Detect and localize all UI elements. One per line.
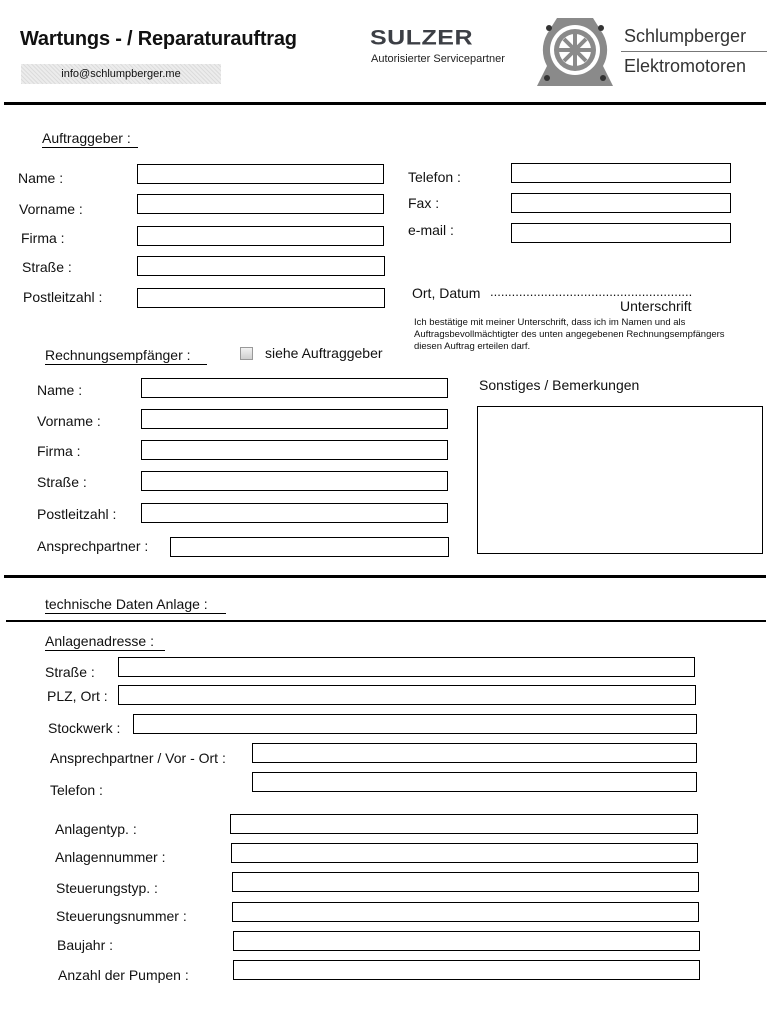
auftraggeber-strasse-label: Straße : xyxy=(22,259,72,275)
anlagentyp-label: Anlagentyp. : xyxy=(55,821,137,837)
form-title: Wartungs - / Reparaturauftrag xyxy=(20,28,297,50)
anlage-heading: Anlagenadresse : xyxy=(45,633,165,651)
fax-label: Fax : xyxy=(408,195,440,211)
anlagennummer-label: Anlagennummer : xyxy=(55,849,166,865)
ort-datum-label: Ort, Datum xyxy=(412,285,481,301)
auftraggeber-name-label: Name : xyxy=(18,170,64,186)
section-rule-1 xyxy=(4,575,766,578)
anlage-ansprech-field[interactable] xyxy=(252,743,697,763)
section-rule-2 xyxy=(6,620,766,622)
anlage-strasse-field[interactable] xyxy=(118,657,695,677)
auftraggeber-name-field[interactable] xyxy=(137,164,384,184)
remarks-field[interactable] xyxy=(477,406,763,554)
anlage-telefon-label: Telefon : xyxy=(50,782,103,798)
company-divider xyxy=(621,51,767,52)
steuerungstyp-label: Steuerungstyp. : xyxy=(56,880,158,896)
signature-note-line1: Ich bestätige mit meiner Unterschrift, dass ich im Namen und als xyxy=(414,317,686,328)
motor-logo-icon xyxy=(533,10,618,90)
rechnung-strasse-field[interactable] xyxy=(141,471,448,491)
anlage-strasse-label: Straße : xyxy=(45,664,95,680)
email-field[interactable] xyxy=(511,223,731,243)
siehe-auftraggeber-checkbox[interactable] xyxy=(240,347,253,360)
partner-text: Autorisierter Servicepartner xyxy=(371,53,505,65)
auftraggeber-vorname-field[interactable] xyxy=(137,194,384,214)
auftraggeber-strasse-field[interactable] xyxy=(137,256,385,276)
email-badge[interactable]: info@schlumpberger.me xyxy=(21,64,221,84)
anlagentyp-field[interactable] xyxy=(230,814,698,834)
sulzer-logo: SULZER xyxy=(370,26,473,50)
baujahr-field[interactable] xyxy=(233,931,700,951)
anlage-plz-ort-label: PLZ, Ort : xyxy=(47,688,108,704)
steuerungsnummer-field[interactable] xyxy=(232,902,699,922)
unterschrift-label: Unterschrift xyxy=(620,298,692,314)
rechnung-ansprechpartner-label: Ansprechpartner : xyxy=(37,538,149,554)
technik-heading: technische Daten Anlage : xyxy=(45,596,226,614)
signature-line[interactable]: ........................................................ xyxy=(490,284,693,299)
rechnung-plz-field[interactable] xyxy=(141,503,448,523)
baujahr-label: Baujahr : xyxy=(57,937,114,953)
auftraggeber-firma-field[interactable] xyxy=(137,226,384,246)
steuerungsnummer-label: Steuerungsnummer : xyxy=(56,908,187,924)
rechnung-vorname-field[interactable] xyxy=(141,409,448,429)
rechnung-firma-field[interactable] xyxy=(141,440,448,460)
company-name-line1: Schlumpberger xyxy=(624,26,747,46)
signature-note-line3: diesen Auftrag erteilen darf. xyxy=(414,341,531,352)
pumpen-field[interactable] xyxy=(233,960,700,980)
auftraggeber-plz-label: Postleitzahl : xyxy=(23,289,103,305)
telefon-label: Telefon : xyxy=(408,169,461,185)
telefon-field[interactable] xyxy=(511,163,731,183)
anlage-stockwerk-field[interactable] xyxy=(133,714,697,734)
signature-note-line2: Auftragsbevollmächtigter des unten angegebenen Rechnungsempfängers xyxy=(414,329,725,340)
anlage-ansprech-label: Ansprechpartner / Vor - Ort : xyxy=(50,750,226,766)
company-name-line2: Elektromotoren xyxy=(624,56,747,76)
fax-field[interactable] xyxy=(511,193,731,213)
remarks-heading: Sonstiges / Bemerkungen xyxy=(479,377,640,393)
rechnung-heading: Rechnungsempfänger : xyxy=(45,347,207,365)
auftraggeber-firma-label: Firma : xyxy=(21,230,65,246)
anlagennummer-field[interactable] xyxy=(231,843,698,863)
rechnung-name-label: Name : xyxy=(37,382,83,398)
anlage-plz-ort-field[interactable] xyxy=(118,685,696,705)
anlage-telefon-field[interactable] xyxy=(252,772,697,792)
rechnung-strasse-label: Straße : xyxy=(37,474,87,490)
pumpen-label: Anzahl der Pumpen : xyxy=(58,967,189,983)
rechnung-firma-label: Firma : xyxy=(37,443,81,459)
auftraggeber-plz-field[interactable] xyxy=(137,288,385,308)
steuerungstyp-field[interactable] xyxy=(232,872,699,892)
auftraggeber-vorname-label: Vorname : xyxy=(19,201,83,217)
rechnung-ansprechpartner-field[interactable] xyxy=(170,537,449,557)
rechnung-plz-label: Postleitzahl : xyxy=(37,506,117,522)
auftraggeber-heading: Auftraggeber : xyxy=(42,130,138,148)
header-rule xyxy=(4,102,766,105)
siehe-auftraggeber-label: siehe Auftraggeber xyxy=(265,345,383,361)
anlage-stockwerk-label: Stockwerk : xyxy=(48,720,121,736)
email-label: e-mail : xyxy=(408,222,454,238)
rechnung-name-field[interactable] xyxy=(141,378,448,398)
rechnung-vorname-label: Vorname : xyxy=(37,413,101,429)
